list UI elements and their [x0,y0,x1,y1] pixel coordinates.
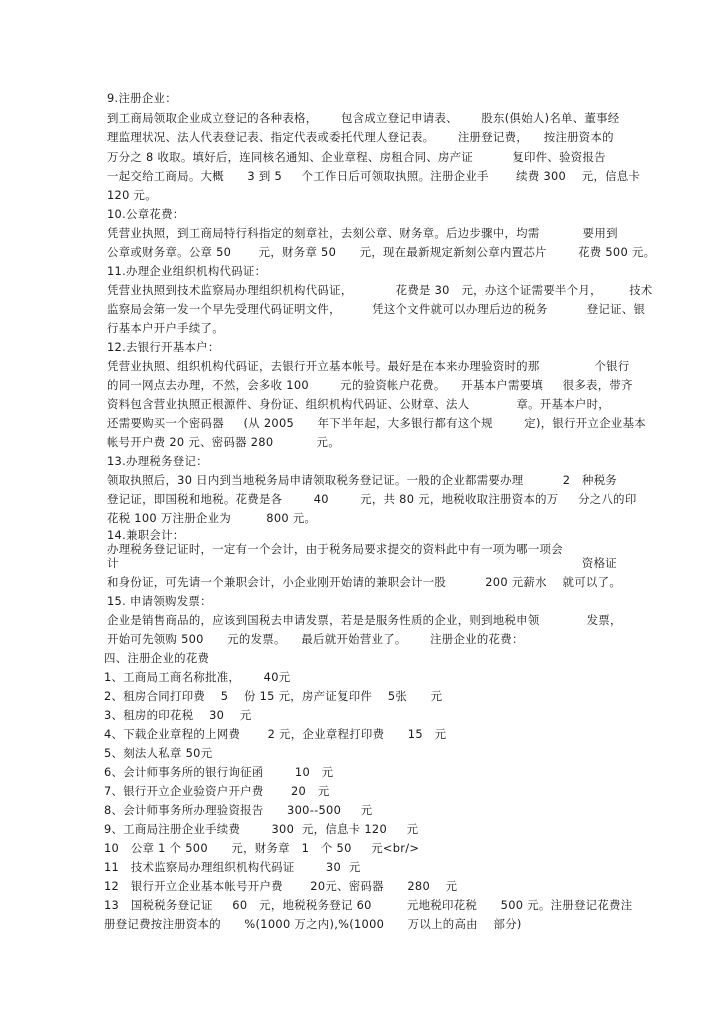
text-line: 帐号开户费 20 元、密码器 280 元。 [107,435,340,449]
section-heading: 11.办理企业组织机构代码证： [107,264,267,278]
section-heading: 13.办理税务登记： [107,454,208,468]
list-item: 9、工商局注册企业手续费 300 元，信息卡 120 元 [104,822,419,836]
text-line: 计 [107,556,119,570]
list-item: 2、租房合同打印费 5 份 15 元，房产证复印件 5张 元 [104,689,443,703]
list-item: 10 公章 1 个 500 元，财务章 1 个 50 元<br/> [104,841,420,855]
list-item: 册登记费按注册资本的 %(1000 万之内),%(1000 万以上的高由 部分) [104,917,522,931]
text-line: 凭营业执照，到工商局特行科指定的刻章社，去刻公章、财务章。后边步骤中，均需 要用到 [107,226,618,240]
text-line: 资料包含营业执照正根源件、身份证、组织机构代码证、公财章、法人 章。开基本户时， [107,397,610,411]
text-line: 花税 100 万注册企业为 800 元。 [107,511,317,525]
text-line: 领取执照后，30 日内到当地税务局申请领取税务登记证。一般的企业都需要办理 2 种税务 [107,473,618,487]
list-item: 3、租房的印花税 30 元 [104,708,252,722]
text-line: 还需要购买一个密码器 (从 2005 年下半年起，大多银行都有这个规 定)，银行开立企业基本 [107,416,646,430]
text-line: 开始可先领购 500 元的发票。 最后就开始营业了。 注册企业的花费： [107,632,524,646]
list-item: 12 银行开立企业基本帐号开户费 20元、密码器 280 元 [104,879,458,893]
text-line: 理监理状况、法人代表登记表、指定代表或委托代理人登记表。 注册登记费， 按注册资本的 [107,130,614,144]
section-heading: 10.公章花费： [107,207,185,221]
text-line: 资格证 [581,556,617,570]
list-item: 4、下载企业章程的上网费 2 元，企业章程打印费 15 元 [104,727,447,741]
list-item: 11 技术监察局办理组织机构代码证 30 元 [104,860,361,874]
text-line: 凭营业执照、组织机构代码证，去银行开立基本帐号。最好是在本来办理验资时的那 个银行 [107,359,630,373]
list-item: 5、刻法人私章 50元 [104,746,213,760]
text-line: 登记证，即国税和地税。花费是各 40 元，共 80 元，地税收取注册资本的万 分之八的印 [107,492,637,506]
text-line: 行基本户开户手续了。 [107,321,224,335]
section-heading: 15. 申请领购发票： [107,594,212,608]
text-line: 监察局会第一发一个早先受理代码证明文件， 凭这个文件就可以办理后边的税务 登记证、银 [107,302,646,316]
list-item: 13 国税税务登记证 60 元，地税税务登记 60 元地税印花税 500 元。注册登记花费注 [104,898,633,912]
section-heading: 四、注册企业的花费 [104,651,210,665]
text-line: 120 元。 [107,188,157,202]
list-item: 1、工商局工商名称批准， 40元 [104,670,291,684]
text-line: 办理税务登记证时，一定有一个会计，由于税务局要求提交的资料此中有一项为哪一项会 [107,542,563,556]
text-line: 一起交给工商局。大概 3 到 5 个工作日后可领取执照。注册企业手 续费 300 元，信息卡 [107,169,641,183]
text-line: 凭营业执照到技术监察局办理组织机构代码证， 花费是 30 元，办这个证需要半个月， 技术 [107,283,653,297]
text-line: 企业是销售商品的，应该到国税去申请发票，若是是服务性质的企业，则到地税申领 发票， [107,613,622,627]
section-heading: 12.去银行开基本户： [107,340,220,354]
text-line: 公章或财务章。公章 50 元，财务章 50 元，现在最新规定新刻公章内置芯片 花费 500 元。 [107,245,656,259]
text-line: 的同一网点去办理，不然，会多收 100 元的验资帐户花费。 开基本户需要填 很多表，带齐 [107,378,633,392]
text-line: 和身份证，可先请一个兼职会计，小企业刚开始请的兼职会计一股 200 元薪水 就可以了。 [107,575,622,589]
list-item: 7、银行开立企业验资户开户费 20 元 [104,784,330,798]
text-line: 到工商局领取企业成立登记的各种表格， 包含成立登记申请表、 股东(俱始人)名单、董事经 [107,111,620,125]
section-heading: 9.注册企业： [107,91,177,105]
section-heading: 14.兼职会计： [107,528,185,542]
list-item: 8、会计师事务所办理验资报告 300--500 元 [104,803,373,817]
text-line: 万分之 8 收取。填好后，连同核名通知、企业章程、房租合同、房产证 复印件、验资报告 [107,150,606,164]
list-item: 6、会计师事务所的银行询征函 10 元 [104,765,334,779]
